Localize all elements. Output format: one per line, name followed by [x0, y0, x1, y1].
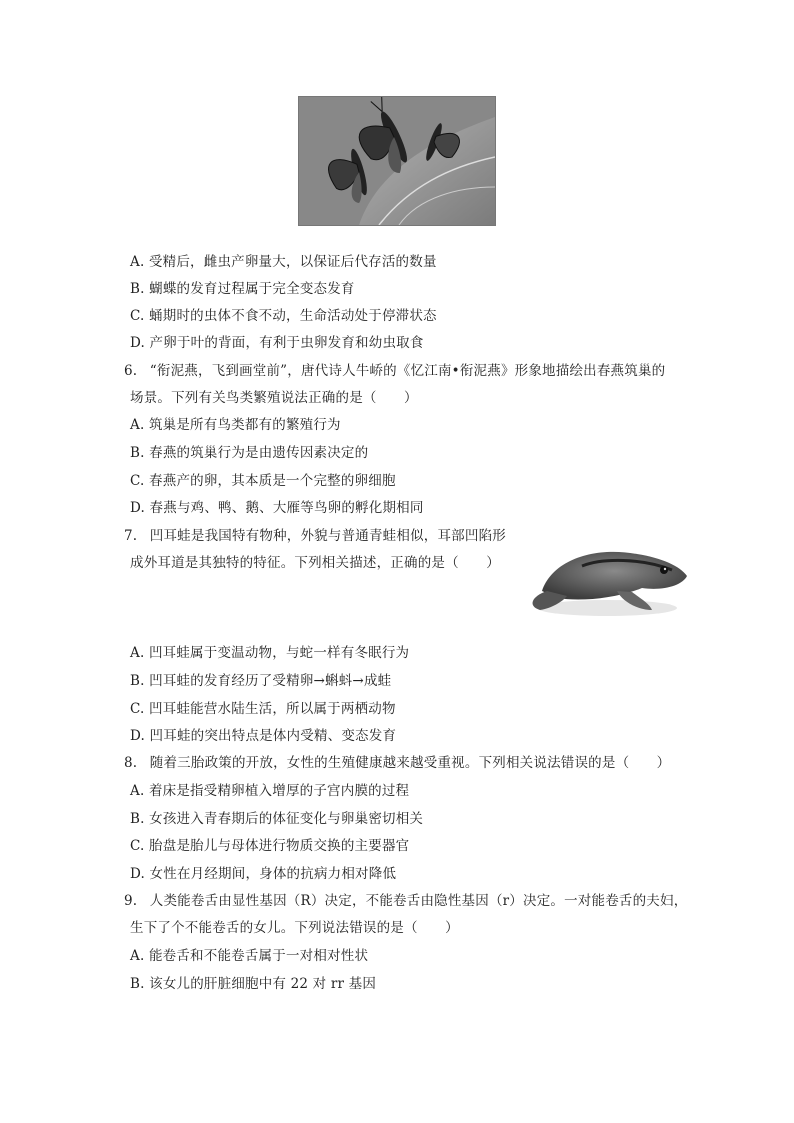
q7-stem-text1: 凹耳蛙是我国特有物种，外貌与普通青蛙相似，耳部凹陷形: [149, 528, 506, 544]
q8-option-a-letter: A.: [130, 783, 145, 799]
q8-number: 8.: [124, 755, 138, 771]
q5-option-d-letter: D.: [130, 335, 146, 351]
q9-option-b-text: 该女儿的肝脏细胞中有 22 对 rr 基因: [149, 976, 377, 992]
q8-option-b-letter: B.: [130, 811, 145, 827]
q6-stem-line2: 场景。下列有关鸟类繁殖说法正确的是（ ）: [130, 390, 418, 406]
q7-option-a-text: 凹耳蛙属于变温动物，与蛇一样有冬眠行为: [148, 645, 410, 661]
q5-option-b: [130, 279, 355, 299]
q6-option-a-text: 筑巢是所有鸟类都有的繁殖行为: [148, 417, 341, 433]
q5-option-d-text: 产卵于叶的背面，有利于虫卵发育和幼虫取食: [149, 335, 424, 351]
frog-photo: [522, 536, 692, 618]
q9-option-a-text: 能卷舌和不能卷舌属于一对相对性状: [148, 948, 369, 964]
q5-option-a-text: 受精后，雌虫产卵量大，以保证后代存活的数量: [148, 254, 437, 270]
q8-option-b-text: 女孩进入青春期后的体征变化与卵巢密切相关: [149, 811, 424, 827]
q6-option-d-letter: D.: [130, 500, 146, 516]
q5-option-a-letter: A.: [130, 254, 145, 270]
q6-option-b-text: 春燕的筑巢行为是由遗传因素决定的: [149, 445, 369, 461]
q7-stem-line1: [124, 526, 506, 546]
q6-option-c-text: 春燕产的卵，其本质是一个完整的卵细胞: [149, 473, 396, 489]
q6-number: 6.: [124, 363, 138, 379]
q5-option-c-text: 蛹期时的虫体不食不动，生命活动处于停滞状态: [149, 308, 437, 324]
butterfly-illustration: [299, 97, 495, 225]
q8-option-d-letter: D.: [130, 866, 146, 882]
q6-stem-text1: “衔泥燕，飞到画堂前”，唐代诗人牛峤的《忆江南•衔泥燕》形象地描绘出春燕筑巢的: [149, 363, 666, 379]
q7-option-b-text: 凹耳蛙的发育经历了受精卵→蝌蚪→成蛙: [149, 673, 392, 689]
q7-stem-line2: 成外耳道是其独特的特征。下列相关描述，正确的是（ ）: [130, 555, 500, 571]
q6-option-a-letter: A.: [130, 417, 145, 433]
q5-option-d: [130, 333, 424, 353]
q8-option-c: [130, 836, 409, 856]
q6-option-b-letter: B.: [130, 445, 145, 461]
q8-option-d-text: 女性在月经期间，身体的抗病力相对降低: [149, 866, 397, 882]
q5-option-a: [130, 252, 437, 272]
q7-option-d-text: 凹耳蛙的突出特点是体内受精、变态发育: [149, 728, 397, 744]
q7-option-b-letter: B.: [130, 673, 145, 689]
q8-option-d: [130, 864, 396, 884]
q9-stem-line2: 生下了个不能卷舌的女儿。下列说法错误的是（ ）: [130, 920, 459, 936]
q9-stem-line1: [124, 891, 687, 911]
q9-option-b-letter: B.: [130, 976, 145, 992]
q7-option-a-letter: A.: [130, 645, 145, 661]
q5-option-b-letter: B.: [130, 281, 145, 297]
q9-number: 9.: [124, 893, 138, 909]
q9-stem-text1: 人类能卷舌由显性基因（R）决定，不能卷舌由隐性基因（r）决定。一对能卷舌的夫妇，: [149, 893, 688, 909]
q8-option-a-text: 着床是指受精卵植入增厚的子宫内膜的过程: [148, 783, 410, 799]
q5-option-b-text: 蝴蝶的发育过程属于完全变态发育: [149, 281, 355, 297]
q7-option-c-letter: C.: [130, 701, 145, 717]
q9-option-a: [130, 946, 368, 966]
q7-option-c-text: 凹耳蛙能营水陆生活，所以属于两栖动物: [149, 701, 396, 717]
q6-option-c: [130, 471, 396, 491]
q5-option-c-letter: C.: [130, 308, 145, 324]
q8-option-a: [130, 781, 409, 801]
q5-option-c: [130, 306, 437, 326]
q8-stem-text1: 随着三胎政策的开放，女性的生殖健康越来越受重视。下列相关说法错误的是（ ）: [149, 755, 671, 771]
q6-option-d-text: 春燕与鸡、鸭、鹅、大雁等鸟卵的孵化期相同: [149, 500, 424, 516]
q8-option-c-letter: C.: [130, 838, 145, 854]
q6-option-c-letter: C.: [130, 473, 145, 489]
q6-option-d: [130, 498, 424, 518]
q7-option-b: [130, 671, 391, 691]
q7-option-c: [130, 699, 396, 719]
q6-option-a: [130, 415, 341, 435]
q8-stem-line1: [124, 753, 670, 773]
q7-option-d-letter: D.: [130, 728, 146, 744]
q8-option-b: [130, 809, 423, 829]
q6-stem-line1: [124, 361, 665, 381]
q7-number: 7.: [124, 528, 138, 544]
butterfly-photo: [298, 96, 496, 226]
q9-option-b: [130, 974, 376, 994]
q8-option-c-text: 胎盘是胎儿与母体进行物质交换的主要器官: [149, 838, 410, 854]
q7-option-d: [130, 726, 396, 746]
q9-option-a-letter: A.: [130, 948, 145, 964]
frog-illustration: [522, 536, 692, 618]
q7-option-a: [130, 643, 409, 663]
q6-option-b: [130, 443, 368, 463]
